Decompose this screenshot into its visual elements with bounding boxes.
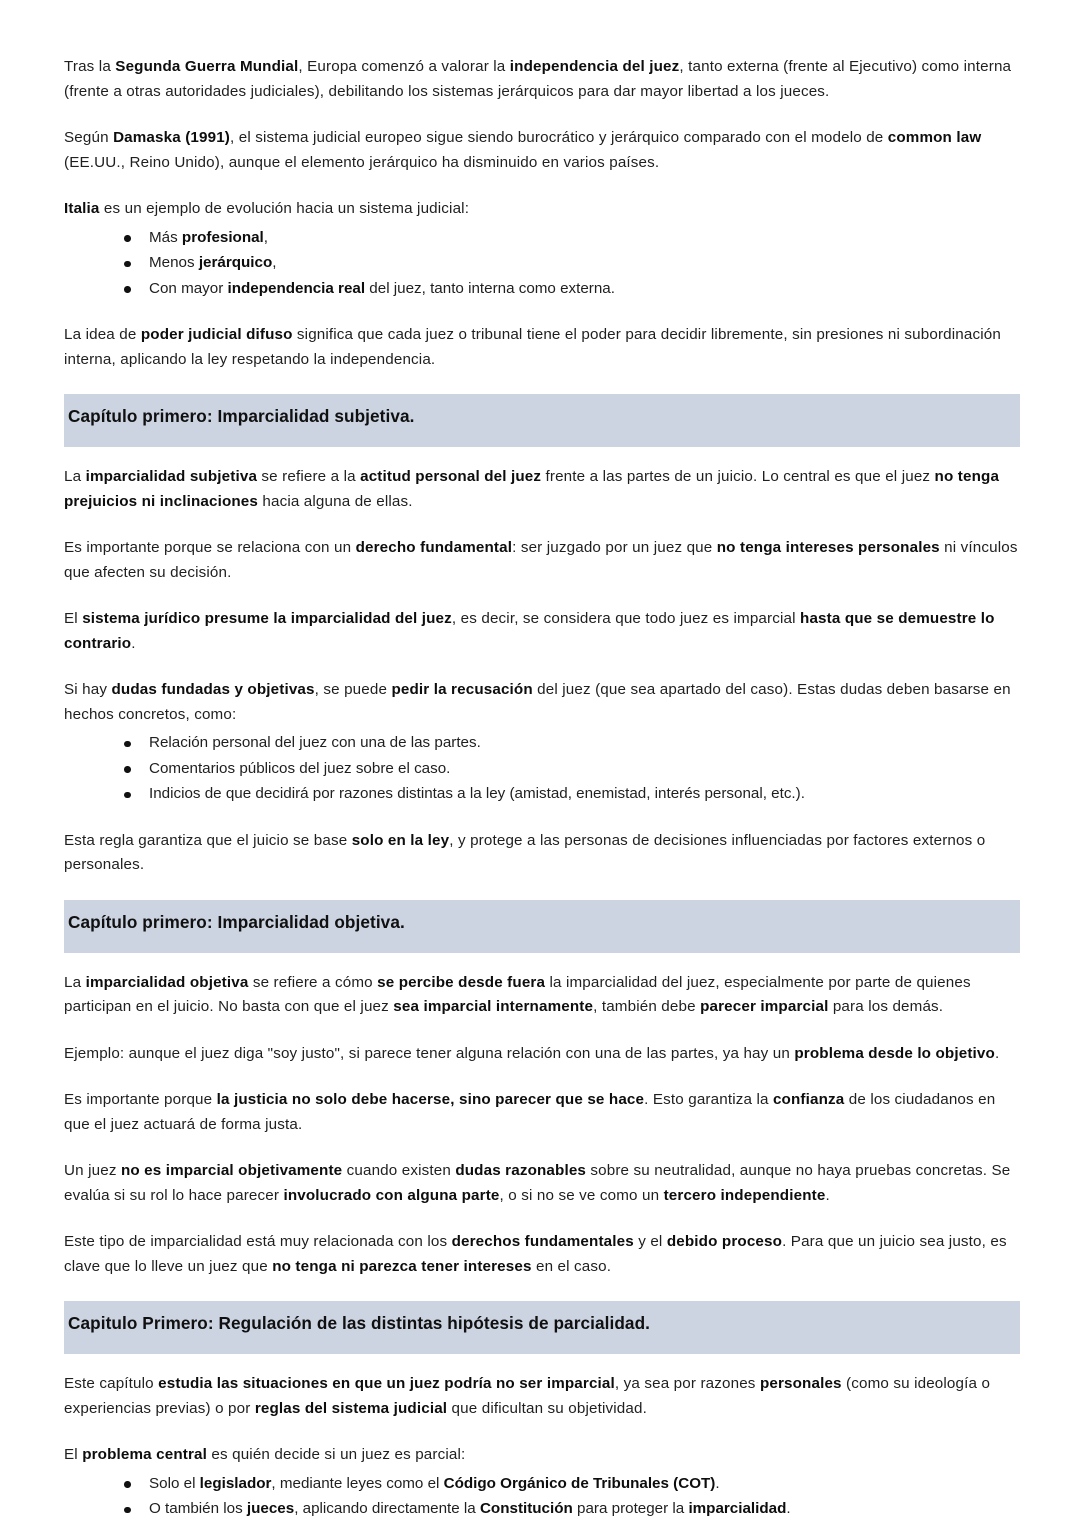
text-run: , tanto externa (frente al Ejecutivo) como interna (frente a otras autoridades judiciales), debilitando los sistemas jerárquicos para dar mayor libertad a los jueces. — [64, 58, 1012, 100]
text-run: Indicios de que decidirá por razones distintas a la ley (amistad, enemistad, interés personal, etc.). — [149, 785, 805, 802]
text-run-bold: derechos fundamentales — [451, 1233, 634, 1250]
paragraph-objetiva-confianza — [64, 1088, 1020, 1137]
text-run-bold: imparcialidad subjetiva — [85, 468, 258, 485]
text-run-bold: legislador — [199, 1474, 272, 1492]
text-run-bold: sistema jurídico presume la imparcialidad del juez — [82, 610, 452, 627]
text-run-bold: independencia real — [227, 279, 366, 297]
text-run: significa que cada juez o tribunal tiene el poder para decidir libremente, sin presiones ni subordinación interna, aplicando la ley respetando la independencia. — [64, 326, 1001, 368]
text-run: para los demás. — [828, 998, 944, 1015]
paragraph-subjetiva-recusacion — [64, 678, 1020, 727]
text-run: Un juez — [64, 1162, 121, 1179]
text-run: para proteger la — [572, 1500, 689, 1517]
text-run-bold: actitud personal del juez — [360, 468, 542, 485]
text-run: Solo el — [149, 1474, 200, 1492]
text-run: , — [263, 228, 269, 246]
text-run: . — [825, 1186, 830, 1204]
text-run-bold: problema desde lo objetivo — [794, 1044, 995, 1062]
section-heading: Capítulo primero: Imparcialidad objetiva. — [68, 911, 405, 932]
section-heading: Capítulo primero: Imparcialidad subjetiva. — [68, 406, 415, 426]
paragraph-subjetiva-definicion — [64, 465, 1020, 514]
text-run: de los ciudadanos en que el juez actuará de forma justa. — [64, 1091, 996, 1133]
text-run: , y protege a las personas de decisiones influenciadas por factores externos o personales. — [64, 831, 986, 873]
text-run-bold: la justicia no solo debe hacerse, sino parecer que se hace — [216, 1091, 645, 1108]
text-run-bold: pedir la recusación — [391, 681, 533, 698]
text-run-bold: dudas fundadas y objetivas — [111, 681, 315, 698]
text-run-bold: confianza — [772, 1091, 845, 1108]
paragraph-objetiva-dudas-razonables — [64, 1159, 1020, 1208]
text-run: Menos — [149, 254, 199, 271]
text-run: , Europa comenzó a valorar la — [298, 58, 510, 75]
list-item — [124, 1472, 1020, 1497]
paragraph-objetiva-debido-proceso — [64, 1230, 1020, 1279]
text-run-bold: common law — [887, 129, 982, 146]
document-body — [64, 55, 1020, 1522]
text-run: , también debe — [593, 998, 701, 1015]
text-run: cuando existen — [342, 1162, 456, 1179]
text-run: , se puede — [314, 681, 392, 698]
text-run-bold: se percibe desde fuera — [377, 973, 546, 991]
text-run: Ejemplo: aunque el juez diga "soy justo", si parece tener alguna relación con una de las partes, ya hay un — [64, 1044, 795, 1062]
text-run: Comentarios públicos del juez sobre el caso. — [149, 759, 451, 777]
list-item — [124, 251, 1020, 276]
text-run: (EE.UU., Reino Unido), aunque el elemento jerárquico ha disminuido en varios países. — [64, 153, 660, 171]
text-run: El — [64, 610, 83, 627]
text-run: . — [715, 1474, 720, 1492]
list-dudas-fundadas — [64, 731, 1020, 807]
list-item — [124, 731, 1020, 756]
text-run-bold: Constitución — [479, 1500, 573, 1517]
text-run: frente a las partes de un juicio. Lo central es que el juez — [541, 468, 935, 485]
text-run: , — [272, 254, 277, 271]
text-run-bold: no tenga ni parezca tener intereses — [272, 1257, 532, 1275]
section-banner-imparcialidad-subjetiva — [64, 394, 1020, 447]
paragraph-italia-lead — [64, 197, 1020, 222]
text-run: La — [64, 973, 86, 991]
text-run-bold: dudas razonables — [455, 1162, 587, 1179]
text-run: . Para que un juicio sea justo, es clave que lo lleve un juez que — [64, 1233, 1007, 1275]
text-run-bold: derecho fundamental — [355, 539, 513, 556]
text-run-bold: no tenga prejuicios ni inclinaciones — [64, 468, 1000, 510]
text-run: es quién decide si un juez es parcial: — [207, 1446, 466, 1463]
text-run-bold: debido proceso — [666, 1233, 783, 1250]
text-run: El — [64, 1446, 83, 1463]
text-run: . — [994, 1044, 1000, 1062]
text-run: Más — [149, 228, 182, 246]
text-run-bold: independencia del juez — [509, 58, 680, 75]
text-run: . Esto garantiza la — [644, 1091, 773, 1108]
text-run: hacia alguna de ellas. — [258, 492, 413, 510]
paragraph-subjetiva-garantia — [64, 829, 1020, 878]
paragraph-damaska — [64, 126, 1020, 175]
text-run-bold: Italia — [64, 200, 100, 217]
text-run: Este tipo de imparcialidad está muy relacionada con los — [64, 1233, 452, 1250]
text-run: . — [131, 634, 136, 652]
text-run: Tras la — [64, 58, 116, 75]
text-run: que dificultan su objetividad. — [447, 1399, 647, 1417]
text-run-bold: Código Orgánico de Tribunales (COT) — [443, 1474, 716, 1492]
text-run: . — [786, 1500, 791, 1517]
text-run: ni vínculos que afecten su decisión. — [64, 539, 1018, 581]
list-item — [124, 782, 1020, 807]
text-run: , ya sea por razones — [614, 1375, 760, 1392]
text-run: se refiere a la — [257, 468, 361, 485]
text-run: : ser juzgado por un juez que — [512, 539, 717, 556]
text-run: , o si no se ve como un — [499, 1186, 664, 1204]
text-run-bold: imparcialidad objetiva — [85, 973, 249, 991]
text-run-bold: hasta que se demuestre lo contrario — [64, 610, 995, 652]
text-run: , mediante leyes como el — [271, 1474, 444, 1492]
section-banner-regulacion-hipotesis — [64, 1301, 1020, 1354]
list-item — [124, 226, 1020, 251]
text-run: sobre su neutralidad, aunque no haya pruebas concretas. Se evalúa si su rol lo hace parecer — [64, 1162, 1011, 1204]
text-run-bold: tercero independiente — [663, 1186, 826, 1204]
text-run: La idea de — [64, 326, 141, 343]
text-run: , el sistema judicial europeo sigue siendo burocrático y jerárquico comparado con el modelo de — [230, 129, 888, 146]
paragraph-objetiva-definicion — [64, 971, 1020, 1020]
text-run: del juez (que sea apartado del caso). Estas dudas deben basarse en hechos concretos, como: — [64, 681, 1011, 723]
text-run: Esta regla garantiza que el juicio se base — [64, 831, 352, 849]
text-run: Si hay — [64, 681, 112, 698]
text-run: del juez, tanto interna como externa. — [365, 279, 615, 297]
text-run: Es importante porque se relaciona con un — [64, 539, 356, 556]
paragraph-subjetiva-derecho-fundamental — [64, 536, 1020, 585]
text-run-bold: no tenga intereses personales — [716, 539, 940, 556]
section-heading: Capitulo Primero: Regulación de las distintas hipótesis de parcialidad. — [68, 1313, 651, 1333]
text-run: es un ejemplo de evolución hacia un sistema judicial: — [99, 200, 470, 217]
text-run: la imparcialidad del juez, especialmente por parte de quienes participan en el juicio. No basta con que el juez — [64, 973, 971, 1015]
text-run: , aplicando directamente la — [294, 1500, 480, 1517]
list-item — [124, 1497, 1020, 1522]
text-run-bold: solo en la ley — [351, 831, 450, 849]
list-item — [124, 757, 1020, 782]
list-italia — [64, 226, 1020, 302]
text-run: Relación personal del juez con una de las partes. — [149, 734, 481, 751]
list-item — [124, 277, 1020, 302]
paragraph-poder-judicial-difuso — [64, 323, 1020, 372]
text-run-bold: Damaska (1991) — [113, 129, 231, 146]
text-run-bold: involucrado con alguna parte — [283, 1186, 500, 1204]
text-run: Según — [64, 129, 114, 146]
text-run-bold: imparcialidad — [688, 1500, 787, 1517]
text-run-bold: parecer imparcial — [700, 998, 829, 1015]
text-run-bold: no es imparcial objetivamente — [120, 1162, 343, 1179]
text-run-bold: estudia las situaciones en que un juez podría no ser imparcial — [158, 1375, 615, 1392]
paragraph-regulacion-problema-central — [64, 1443, 1020, 1468]
text-run-bold: profesional — [181, 228, 264, 246]
paragraph-posguerra — [64, 55, 1020, 104]
text-run: Es importante porque — [64, 1091, 217, 1108]
text-run-bold: poder judicial difuso — [140, 326, 293, 343]
text-run: y el — [633, 1233, 667, 1250]
list-quien-decide — [64, 1472, 1020, 1522]
text-run-bold: sea imparcial internamente — [393, 998, 594, 1015]
text-run: en el caso. — [531, 1257, 612, 1275]
text-run: O también los — [149, 1500, 247, 1517]
text-run: , es decir, se considera que todo juez es imparcial — [451, 610, 801, 627]
text-run-bold: Segunda Guerra Mundial — [115, 58, 299, 75]
text-run-bold: jerárquico — [198, 254, 273, 271]
text-run: (como su ideología o experiencias previas) o por — [64, 1375, 991, 1417]
text-run-bold: problema central — [82, 1446, 208, 1463]
section-banner-imparcialidad-objetiva — [64, 900, 1020, 953]
text-run: Con mayor — [149, 279, 228, 297]
text-run-bold: reglas del sistema judicial — [254, 1399, 448, 1417]
text-run: Este capítulo — [64, 1375, 159, 1392]
paragraph-subjetiva-presuncion — [64, 607, 1020, 656]
text-run-bold: jueces — [246, 1500, 295, 1517]
text-run: La — [64, 468, 86, 485]
text-run-bold: personales — [759, 1375, 842, 1392]
text-run: se refiere a cómo — [248, 973, 378, 991]
paragraph-objetiva-ejemplo — [64, 1042, 1020, 1067]
